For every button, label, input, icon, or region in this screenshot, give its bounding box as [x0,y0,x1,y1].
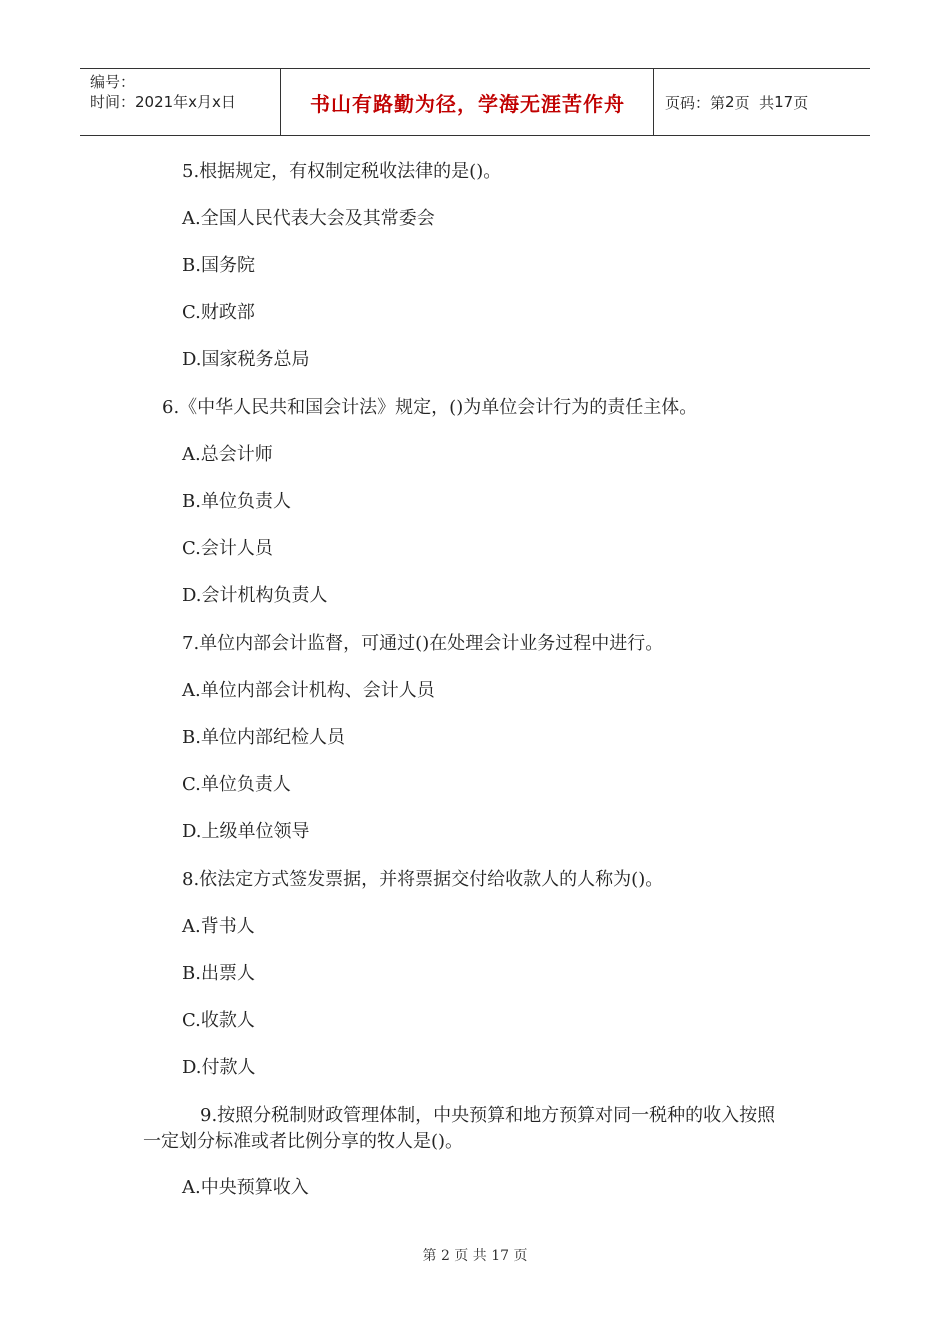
page-suffix: 页 [793,93,809,112]
question-5-stem: 5.根据规定，有权制定税收法律的是()。 [182,161,502,182]
question-7-option-d: D.上级单位领导 [182,821,310,842]
question-7-option-a: A.单位内部会计机构、会计人员 [182,680,435,701]
page-current: 2 [725,93,735,111]
question-8-option-b: B.出票人 [182,963,255,984]
question-5-option-d: D.国家税务总局 [182,349,310,370]
header-motto: 书山有路勤为径，学海无涯苦作舟 [282,69,654,135]
footer-page-text: 第 2 页 共 17 页 [422,1248,528,1264]
question-6-option-c: C.会计人员 [182,538,273,559]
question-6-stem: 6.《中华人民共和国会计法》规定，()为单位会计行为的责任主体。 [162,397,698,418]
question-5-option-a: A.全国人民代表大会及其常委会 [182,208,435,229]
page-footer [0,1245,950,1265]
header-meta [80,69,281,135]
time-label: 时间：2021年x月x日 [90,93,236,111]
question-6-option-a: A.总会计师 [182,444,273,465]
page-prefix: 页码：第 [665,93,726,112]
page-header [80,68,870,136]
number-label: 编号： [90,73,136,91]
question-9-option-a: A.中央预算收入 [182,1177,309,1198]
question-5-option-b: B.国务院 [182,255,255,276]
question-7-option-b: B.单位内部纪检人员 [182,727,345,748]
question-8-option-c: C.收款人 [182,1010,255,1031]
question-9-stem-line-1: 9.按照分税制财政管理体制，中央预算和地方预算对同一税种的收入按照 [200,1105,776,1126]
question-6-option-b: B.单位负责人 [182,491,291,512]
page-total: 17 [774,93,794,111]
question-8-option-d: D.付款人 [182,1057,256,1078]
question-6-option-d: D.会计机构负责人 [182,585,328,606]
question-8-option-a: A.背书人 [182,916,255,937]
question-9-stem-line-2: 一定划分标准或者比例分享的牧人是()。 [143,1131,464,1152]
question-5-option-c: C.财政部 [182,302,255,323]
question-7-option-c: C.单位负责人 [182,774,291,795]
page-mid: 页 共 [734,93,775,112]
question-7-stem: 7.单位内部会计监督，可通过()在处理会计业务过程中进行。 [182,633,664,654]
header-page-number [655,69,870,135]
question-8-stem: 8.依法定方式签发票据，并将票据交付给收款人的人称为()。 [182,869,664,890]
